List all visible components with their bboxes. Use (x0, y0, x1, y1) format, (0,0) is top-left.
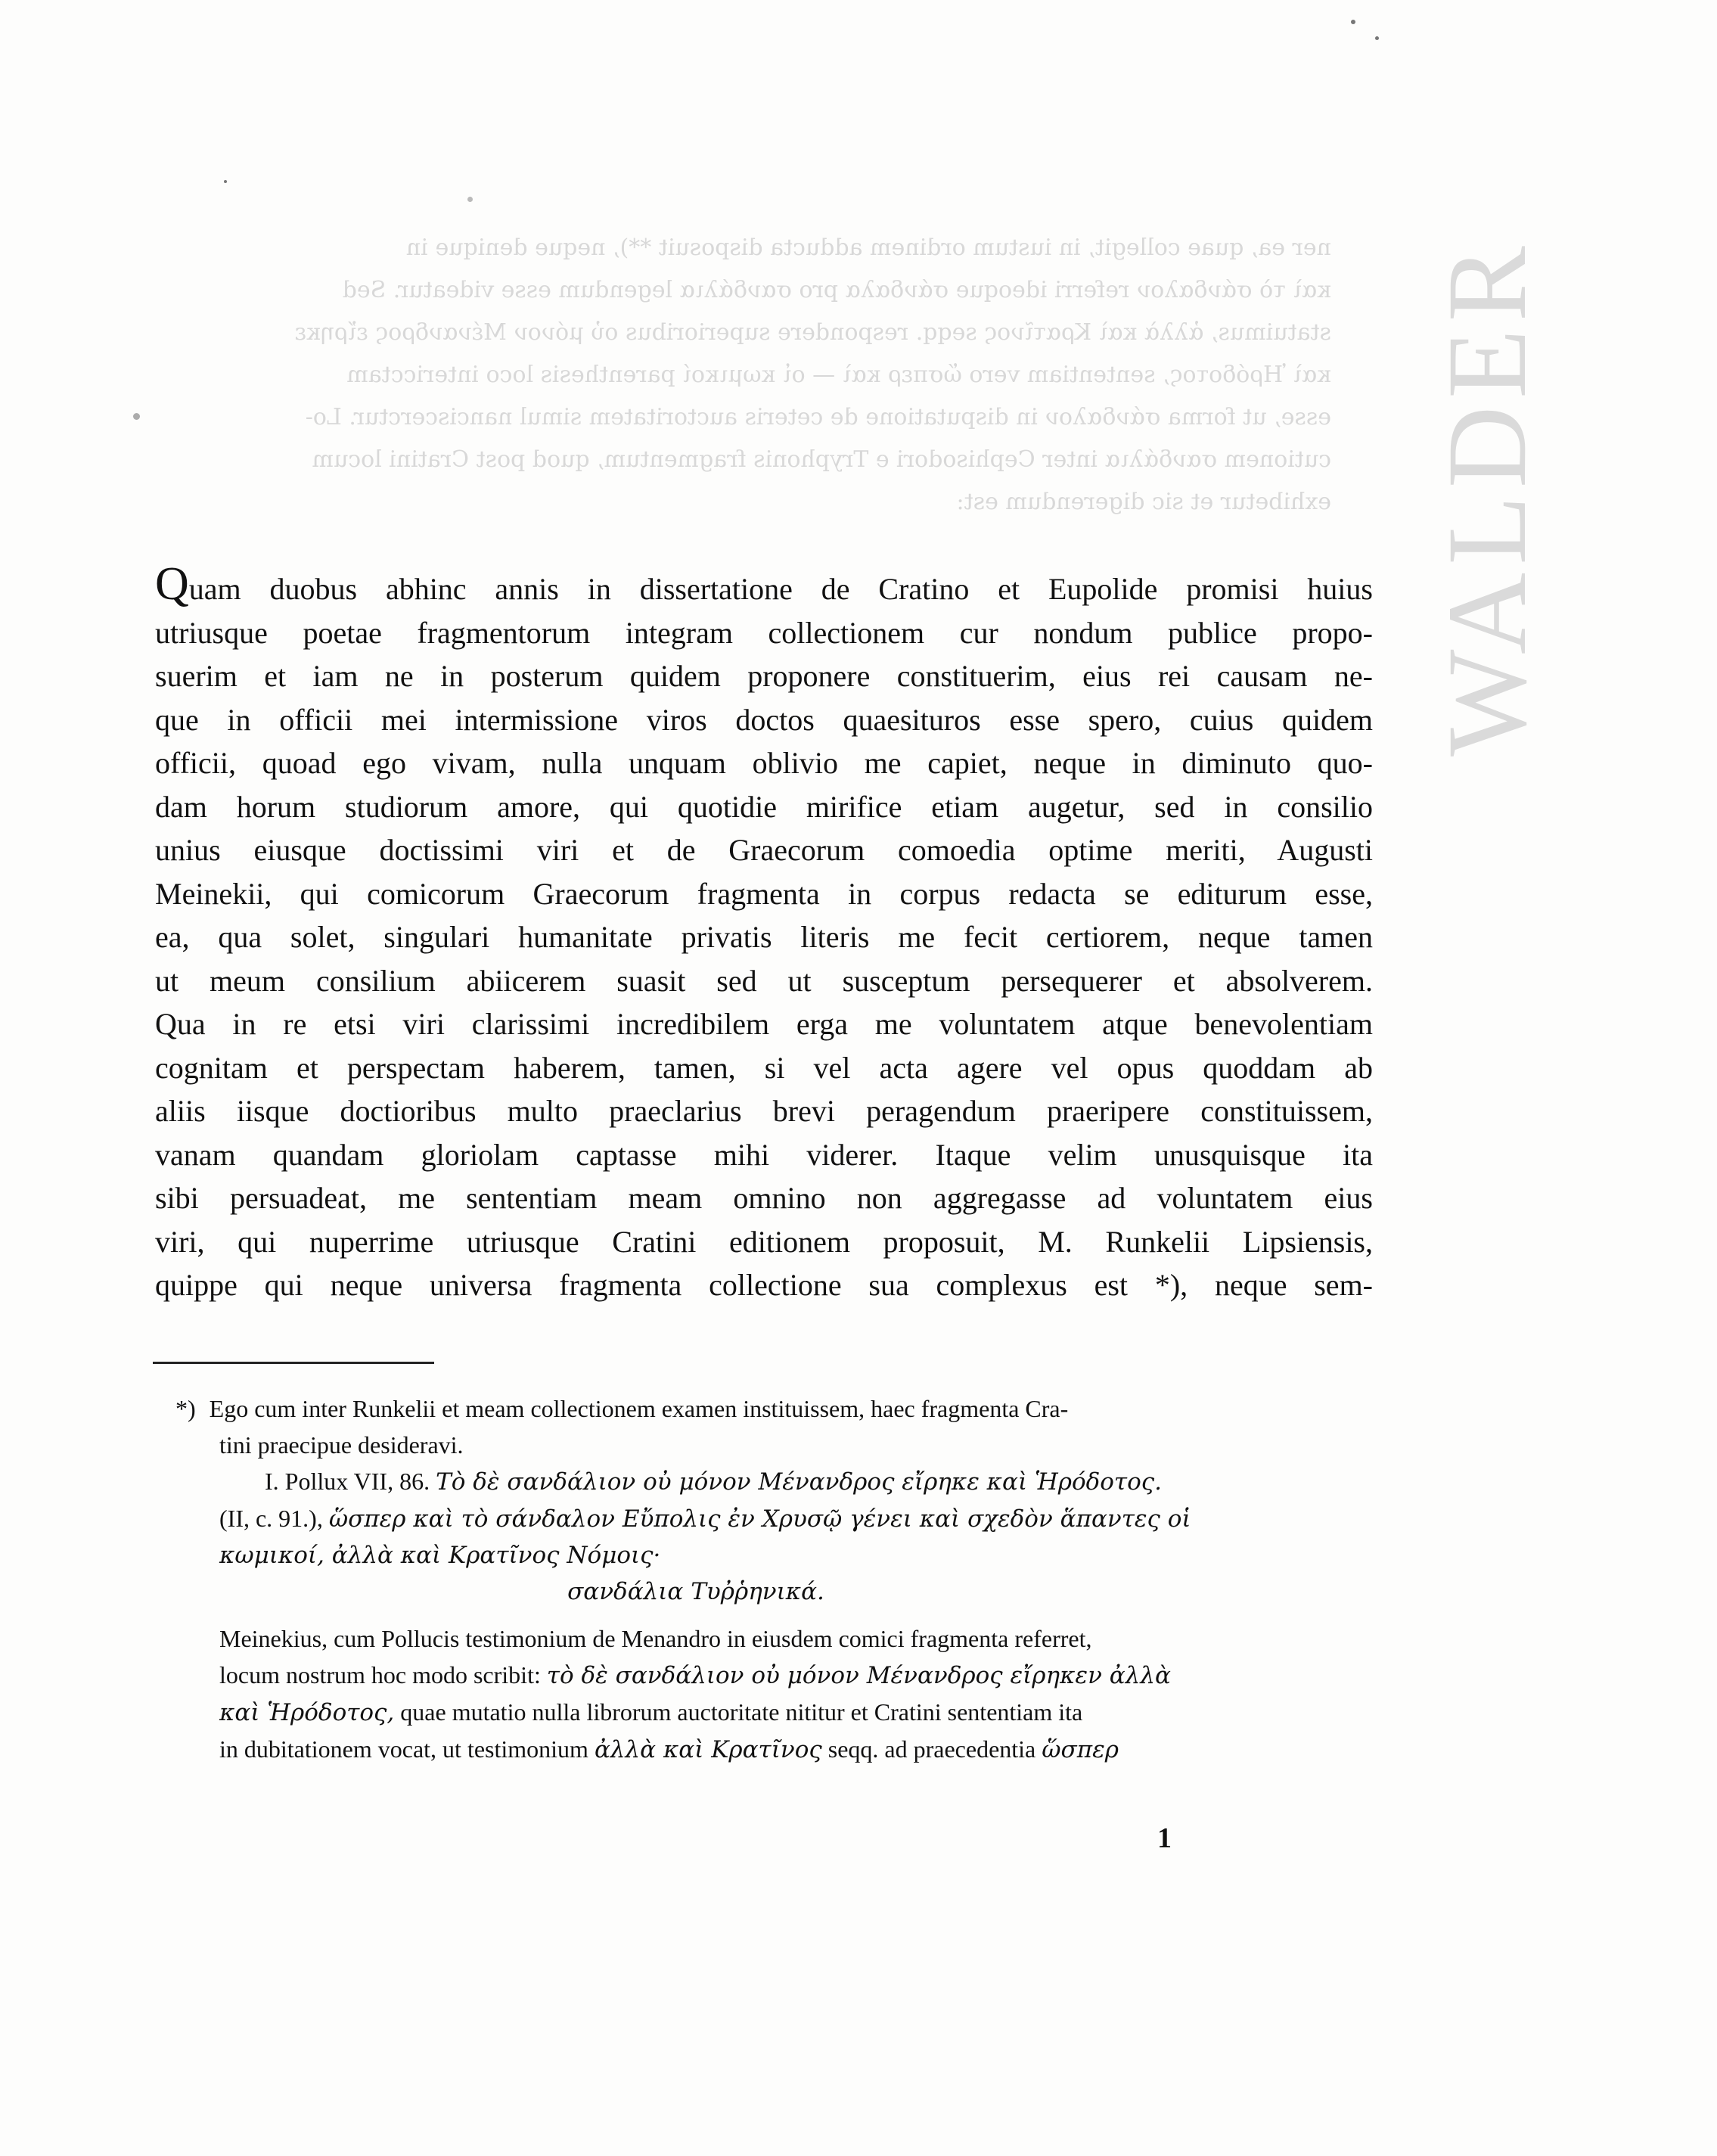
page-number: 1 (1157, 1822, 1172, 1854)
body-line: officii, quoad ego vivam, nulla unquam oblivio me capiet, neque in diminuto quo- (155, 746, 1373, 780)
body-line: Quam duobus abhinc annis in dissertatione de Cratino et Eupolide promisi huius (155, 558, 1373, 610)
footnote-text: Ego cum inter Runkelii et meam collectionem examen instituissem, haec fragmenta Cra- (209, 1395, 1069, 1422)
footnote-text: seqq. ad praecedentia (827, 1735, 1036, 1763)
footnote-line (219, 1657, 1369, 1694)
body-line: Meinekii, qui comicorum Graecorum fragmenta in corpus redacta se editurum esse, (155, 876, 1373, 911)
body-line: sibi persuadeat, me sententiam meam omnino non aggregasse ad voluntatem eius (155, 1181, 1373, 1215)
footnote-rule (153, 1362, 434, 1364)
body-line: quippe qui neque universa fragmenta collectione sua complexus est *), neque sem- (155, 1268, 1373, 1302)
citation: (II, c. 91.), (219, 1505, 323, 1532)
footnote-line (219, 1500, 1369, 1537)
body-line: ea, qua solet, singulari humanitate privatis literis me fecit certiorem, neque tamen (155, 920, 1373, 954)
greek-quotation: ἀλλὰ καὶ Κρατῖνος (594, 1736, 822, 1763)
footnote-line: Meinekius, cum Pollucis testimonium de Menandro in eiusdem comici fragmenta referret, (219, 1625, 1092, 1652)
body-line: ut meum consilium abiicerem suasit sed ut susceptum persequerer et absolverem. (155, 963, 1373, 998)
body-line: suerim et iam ne in posterum quidem proponere constituerim, eius rei causam ne- (155, 659, 1373, 693)
greek-quotation: ὥσπερ (1042, 1736, 1119, 1763)
footnote-line: tini praecipue desideravi. (219, 1431, 464, 1459)
greek-quotation: κωμικοί, ἀλλὰ καὶ Κρατῖνος Νόμοις· (219, 1542, 661, 1569)
footnote (175, 1390, 1369, 1768)
footnote-line (219, 1694, 1369, 1731)
greek-quotation: Τὸ δὲ σανδάλιον οὐ μόνον Μένανδρος εἴρηκε καὶ Ἡρόδοτος. (436, 1468, 1162, 1496)
greek-quotation: καὶ Ἡρόδοτος, (219, 1699, 395, 1726)
body-line: que in officii mei intermissione viros doctos quaesituros esse spero, cuius quidem (155, 702, 1373, 737)
footnote-text: locum nostrum hoc modo scribit: (219, 1661, 541, 1688)
show-through-stamp: WALDER (1424, 238, 1550, 756)
drop-initial: Q (155, 558, 189, 610)
body-line: aliis iisque doctioribus multo praeclarius brevi peragendum praeripere constituissem, (155, 1094, 1373, 1128)
body-paragraph (155, 558, 1373, 1307)
footnote-marker: *) (175, 1395, 196, 1422)
body-line: utriusque poetae fragmentorum integram collectionem cur nondum publice propo- (155, 615, 1373, 650)
footnote-text: quae mutatio nulla librorum auctoritate nititur et Cratini sententiam ita (400, 1698, 1083, 1726)
citation: I. Pollux VII, 86. (265, 1468, 430, 1495)
footnote-text: in dubitationem vocat, ut testimonium (219, 1735, 588, 1763)
page-speck (1351, 20, 1355, 24)
body-line: vanam quandam gloriolam captasse mihi viderer. Itaque velim unusquisque ita (155, 1137, 1373, 1172)
greek-quotation: τὸ δὲ σανδάλιον οὐ μόνον Μένανδρος εἴρηκεν ἀλλὰ (546, 1662, 1171, 1689)
footnote-line (175, 1390, 1369, 1427)
footnote-line (219, 1731, 1369, 1768)
body-line: cognitam et perspectam haberem, tamen, si vel acta agere vel opus quoddam ab (155, 1050, 1373, 1085)
footnote-line (219, 1463, 1369, 1500)
page-speck (1375, 36, 1379, 40)
page-speck (133, 413, 140, 420)
page-speck (224, 180, 227, 183)
greek-quotation: ὥσπερ καὶ τὸ σάνδαλον Εὔπολις ἐν Χρυσῷ γένει καὶ σχεδὸν ἅπαντες οἱ (328, 1505, 1191, 1533)
body-line: unius eiusque doctissimi viri et de Graecorum comoedia optime meriti, Augusti (155, 833, 1373, 867)
body-line: viri, qui nuperrime utriusque Cratini editionem proposuit, M. Runkelii Lipsiensis, (155, 1224, 1373, 1259)
page-speck (467, 197, 473, 202)
show-through-text: ner ea, quae collegit, in iustum ordinem adducta disposuit **), neque denique in καὶ τὸ σάνδαλον referri ideoque σάνδαλα pro σανδάλια legendum esse videatur. Sed statuimus, ἀλλὰ καὶ Κρατῖνος seqq. respondere superioribus οὐ μόνον Μένανδρος εἴρηκε καὶ Ἡρόδοτος, sententiam vero ὥσπερ καὶ — οἱ κωμικοί parenthesis loco intericctam esse, ut forma σάνδαλον in disputatione de ceteris auctoritatem simul nanciscerctur. Lo- cutionem σανδάλια inter Cephisodori e Tryphonis fragmentum, quod post Cratini locum exhibetur et sic digerendum est: (294, 235, 1331, 515)
body-line: dam horum studiorum amore, qui quotidie mirifice etiam augetur, sed in consilio (155, 789, 1373, 824)
greek-verse: σανδάλια Τυῤῥηνικά. (567, 1578, 824, 1605)
body-line: Qua in re etsi viri clarissimi incredibilem erga me voluntatem atque benevolentiam (155, 1007, 1373, 1041)
